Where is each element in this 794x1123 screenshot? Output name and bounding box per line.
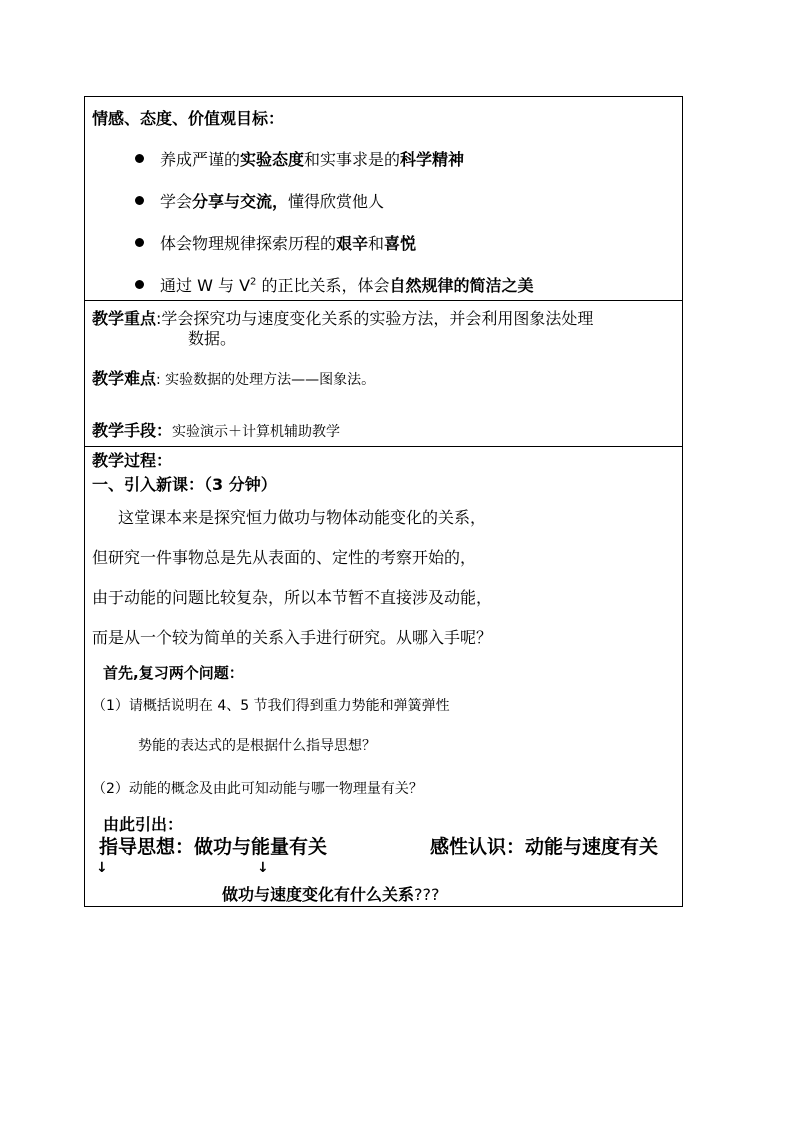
bullet-icon — [135, 196, 144, 205]
key-point-label: 教学重点 — [92, 309, 157, 328]
down-arrow-icon: ↓ — [96, 860, 108, 876]
difficulty-text: : 实验数据的处理方法——图象法。 — [156, 372, 376, 388]
guiding-idea: 指导思想：做功与能量有关 — [99, 836, 328, 858]
section-title: 一、引入新课：（3 分钟） — [92, 475, 277, 494]
question-1-cont: 势能的表达式的是根据什么指导思想？ — [138, 738, 376, 754]
question-2: （2）动能的概念及由此可知动能与哪一物理量有关？ — [92, 781, 423, 797]
means-line — [92, 421, 340, 441]
goal-bullet-3: 体会物理规律探索历程的艰辛和喜悦 — [135, 234, 416, 254]
lead-label: 由此引出： — [103, 815, 184, 834]
key-point-text: :学会探究功与速度变化关系的实验方法，并会利用图象法处理 — [156, 309, 594, 328]
goal-bullet-2: 学会分享与交流，懂得欣赏他人 — [135, 192, 384, 212]
bullet-icon — [135, 280, 144, 289]
process-heading: 教学过程： — [92, 451, 173, 470]
lesson-plan-table — [84, 96, 683, 907]
goal-bullet-4: 通过 W 与 $V^2$ 的正比关系，体会自然规律的简洁之美 — [135, 276, 534, 296]
difficulty-label: 教学难点 — [92, 369, 157, 388]
intro-paragraph-line: 这堂课本来是探究恒力做功与物体动能变化的关系， — [118, 508, 487, 527]
goals-cell — [85, 97, 682, 301]
means-text: 实验演示＋计算机辅助教学 — [172, 424, 341, 440]
difficulty-line — [92, 369, 375, 389]
intro-paragraph-line: 但研究一件事物总是先从表面的、定性的考察开始的， — [92, 548, 477, 567]
key-point-text-cont: 数据。 — [188, 329, 237, 348]
intro-paragraph-line: 而是从一个较为简单的关系入手进行研究。从哪入手呢？ — [92, 628, 493, 647]
intro-paragraph-line: 由于动能的问题比较复杂，所以本节暂不直接涉及动能， — [92, 588, 493, 607]
goals-heading: 情感、态度、价值观目标： — [92, 109, 285, 128]
focus-cell — [85, 301, 682, 447]
key-point-line — [92, 309, 593, 329]
bullet-icon — [135, 238, 144, 247]
perceptual-knowledge: 感性认识：动能与速度有关 — [430, 836, 659, 858]
central-question: 做功与速度变化有什么关系??? — [222, 885, 440, 904]
review-heading: 首先,复习两个问题： — [103, 664, 244, 682]
down-arrow-icon: ↓ — [257, 860, 269, 876]
question-1: （1）请概括说明在 4、5 节我们得到重力势能和弹簧弹性 — [92, 698, 450, 714]
means-label: 教学手段： — [92, 421, 173, 440]
bullet-icon — [135, 154, 144, 163]
process-cell — [85, 447, 682, 907]
goal-bullet-1: 养成严谨的实验态度和实事求是的科学精神 — [135, 150, 464, 170]
